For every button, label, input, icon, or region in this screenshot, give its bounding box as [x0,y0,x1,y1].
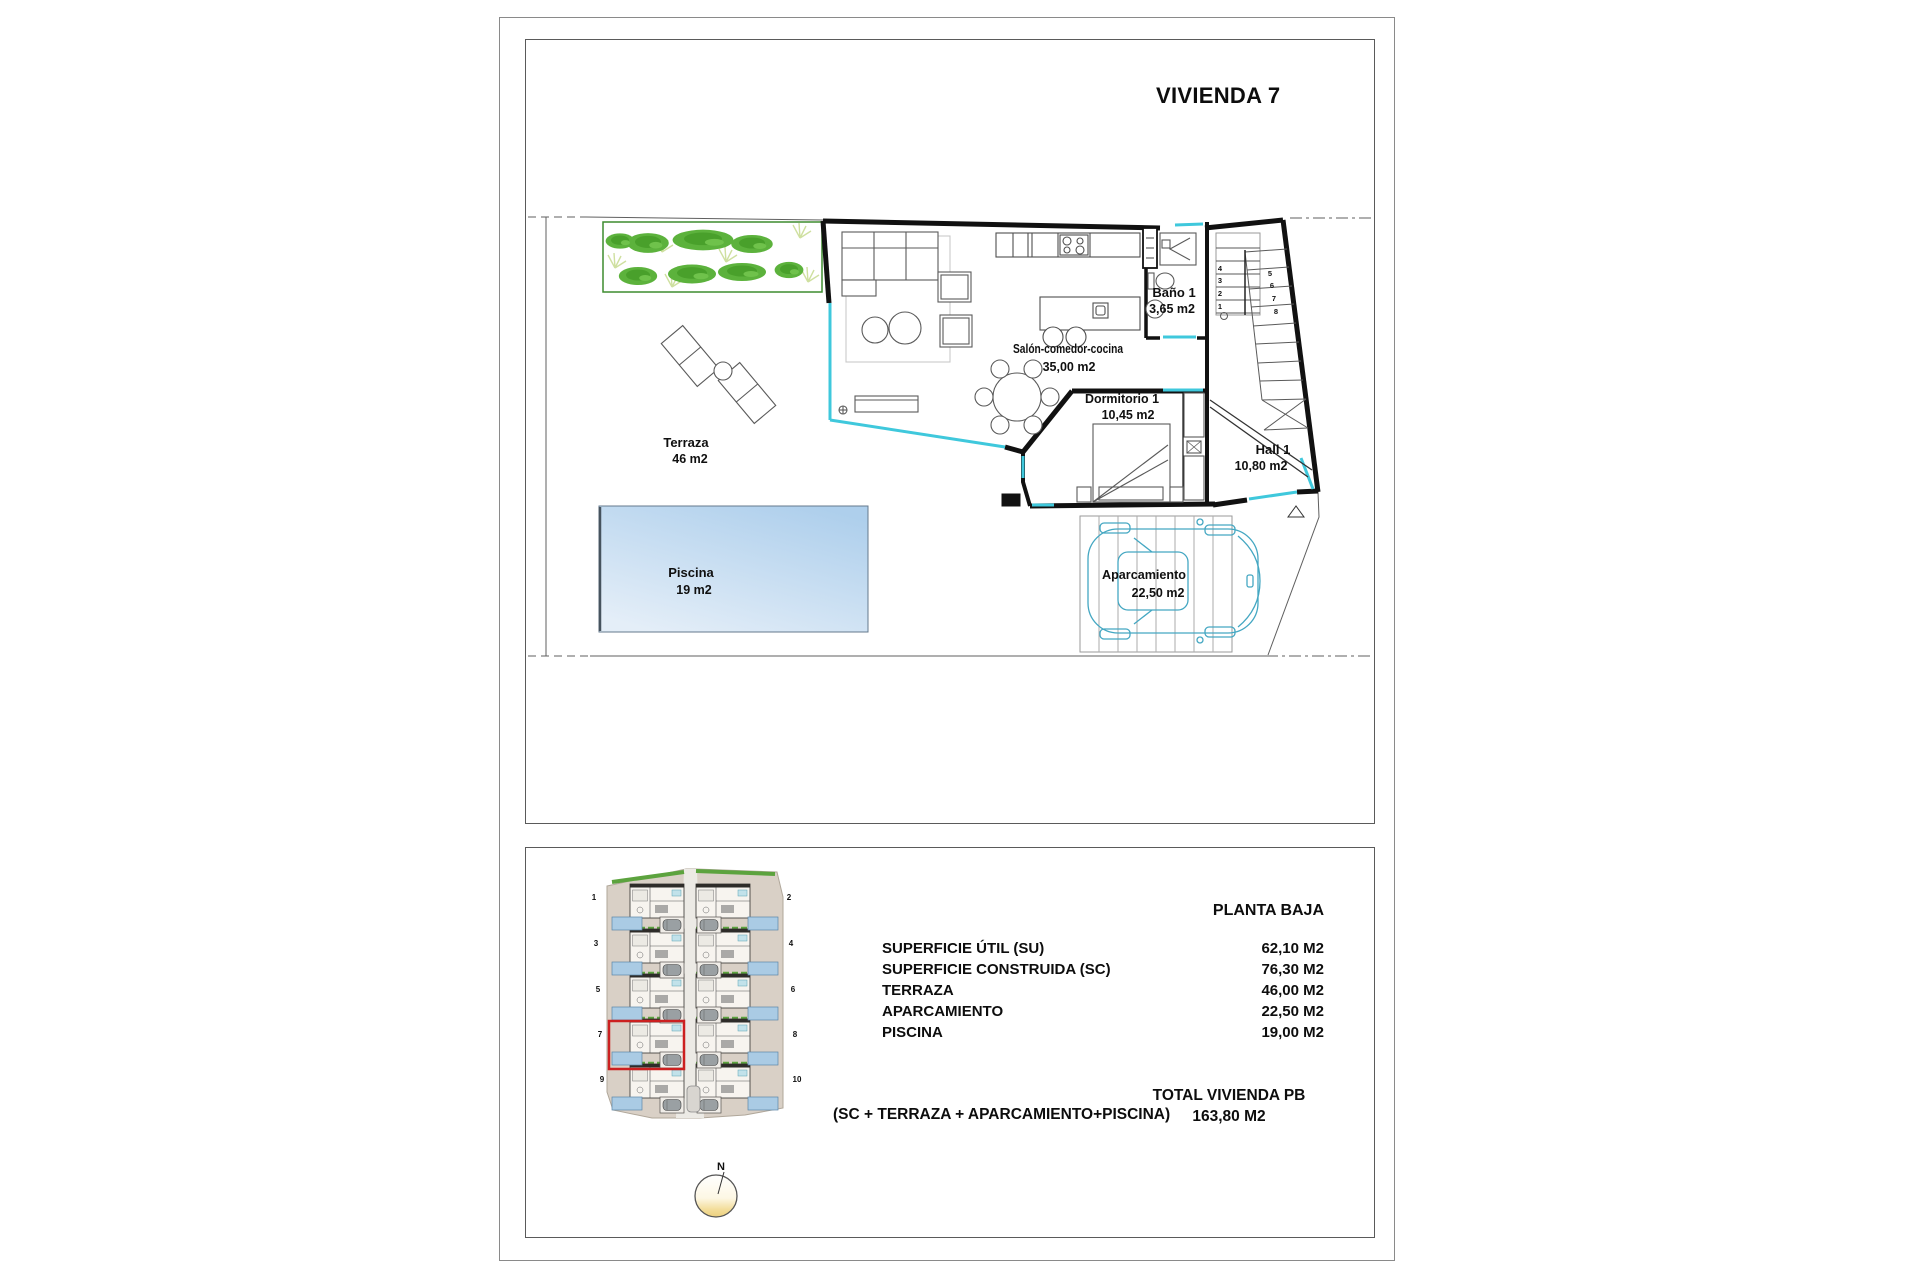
unit-number: 2 [786,893,792,902]
step-number: 5 [1267,269,1273,278]
staircase [1210,233,1312,477]
step-number: 8 [1273,307,1279,316]
room-label-aparcamiento: Aparcamiento [1102,567,1187,582]
unit-number: 4 [788,939,794,948]
room-area-dormitorio: 10,45 m2 [1101,408,1155,422]
unit-number: 6 [790,985,796,994]
row-value: 22,50 M2 [1261,1003,1324,1020]
row-value: 19,00 M2 [1261,1024,1324,1041]
site-plan [592,869,802,1217]
table-row [882,1022,1324,1043]
total-value: 163,80 M2 [1192,1108,1266,1125]
row-label: SUPERFICIE CONSTRUIDA (SC) [882,961,1111,978]
stair-step-numbers [1218,264,1278,316]
north-label: N [717,1161,725,1173]
terrace-furniture [661,326,847,424]
summary-table [882,938,1324,1043]
room-label-hall: Hall 1 [1255,442,1291,457]
row-label: TERRAZA [882,982,954,999]
pool [599,506,868,632]
unit-number: 8 [792,1030,798,1039]
table-row [882,980,1324,1001]
page-title: VIVIENDA 7 [1156,83,1281,108]
table-row [882,1001,1324,1022]
step-number: 2 [1217,289,1223,298]
room-label-salon: Salón-comedor-cocina [1013,341,1124,356]
room-area-piscina: 19 m2 [676,583,712,597]
row-value: 46,00 M2 [1261,982,1324,999]
living-room-furniture [842,232,972,412]
row-label: SUPERFICIE ÚTIL (SU) [882,940,1045,957]
floor-plan [528,217,1373,656]
summary-header: PLANTA BAJA [1212,902,1324,919]
row-value: 76,30 M2 [1261,961,1324,978]
step-number: 3 [1217,276,1223,285]
unit-number: 3 [593,939,599,948]
total-block [1134,1085,1324,1127]
entrance-arrow-icon [1288,506,1304,517]
row-value: 62,10 M2 [1261,940,1324,957]
room-label-dormitorio: Dormitorio 1 [1085,391,1159,406]
step-number: 7 [1271,294,1277,303]
unit-number: 1 [591,893,597,902]
unit-number: 9 [599,1075,605,1084]
table-row [882,959,1324,980]
total-label: TOTAL VIVIENDA PB [1152,1087,1306,1104]
unit-number: 5 [595,985,601,994]
step-number: 4 [1217,264,1223,273]
unit-number: 10 [792,1075,802,1084]
table-row [882,938,1324,959]
north-compass-icon [695,1161,737,1217]
parking-area [1080,516,1260,652]
room-area-terraza: 46 m2 [672,452,708,466]
row-label: APARCAMIENTO [882,1003,1004,1020]
room-area-aparcamiento: 22,50 m2 [1131,586,1185,600]
total-formula: (SC + TERRAZA + APARCAMIENTO+PISCINA) [833,1106,1171,1123]
step-number: 6 [1269,281,1275,290]
road-car-icon [687,1086,700,1112]
kitchen [996,233,1140,347]
room-area-salon: 35,00 m2 [1042,360,1096,374]
room-label-terraza: Terraza [663,435,709,450]
unit-number: 7 [597,1030,603,1039]
light-point-icon [839,406,847,414]
room-label-bano: Baño 1 [1152,285,1196,300]
room-area-hall: 10,80 m2 [1234,459,1288,473]
step-number: 1 [1217,302,1223,311]
room-area-bano: 3,65 m2 [1149,302,1195,316]
planter-bed [603,222,822,292]
room-label-piscina: Piscina [668,565,714,580]
row-label: PISCINA [882,1024,943,1041]
